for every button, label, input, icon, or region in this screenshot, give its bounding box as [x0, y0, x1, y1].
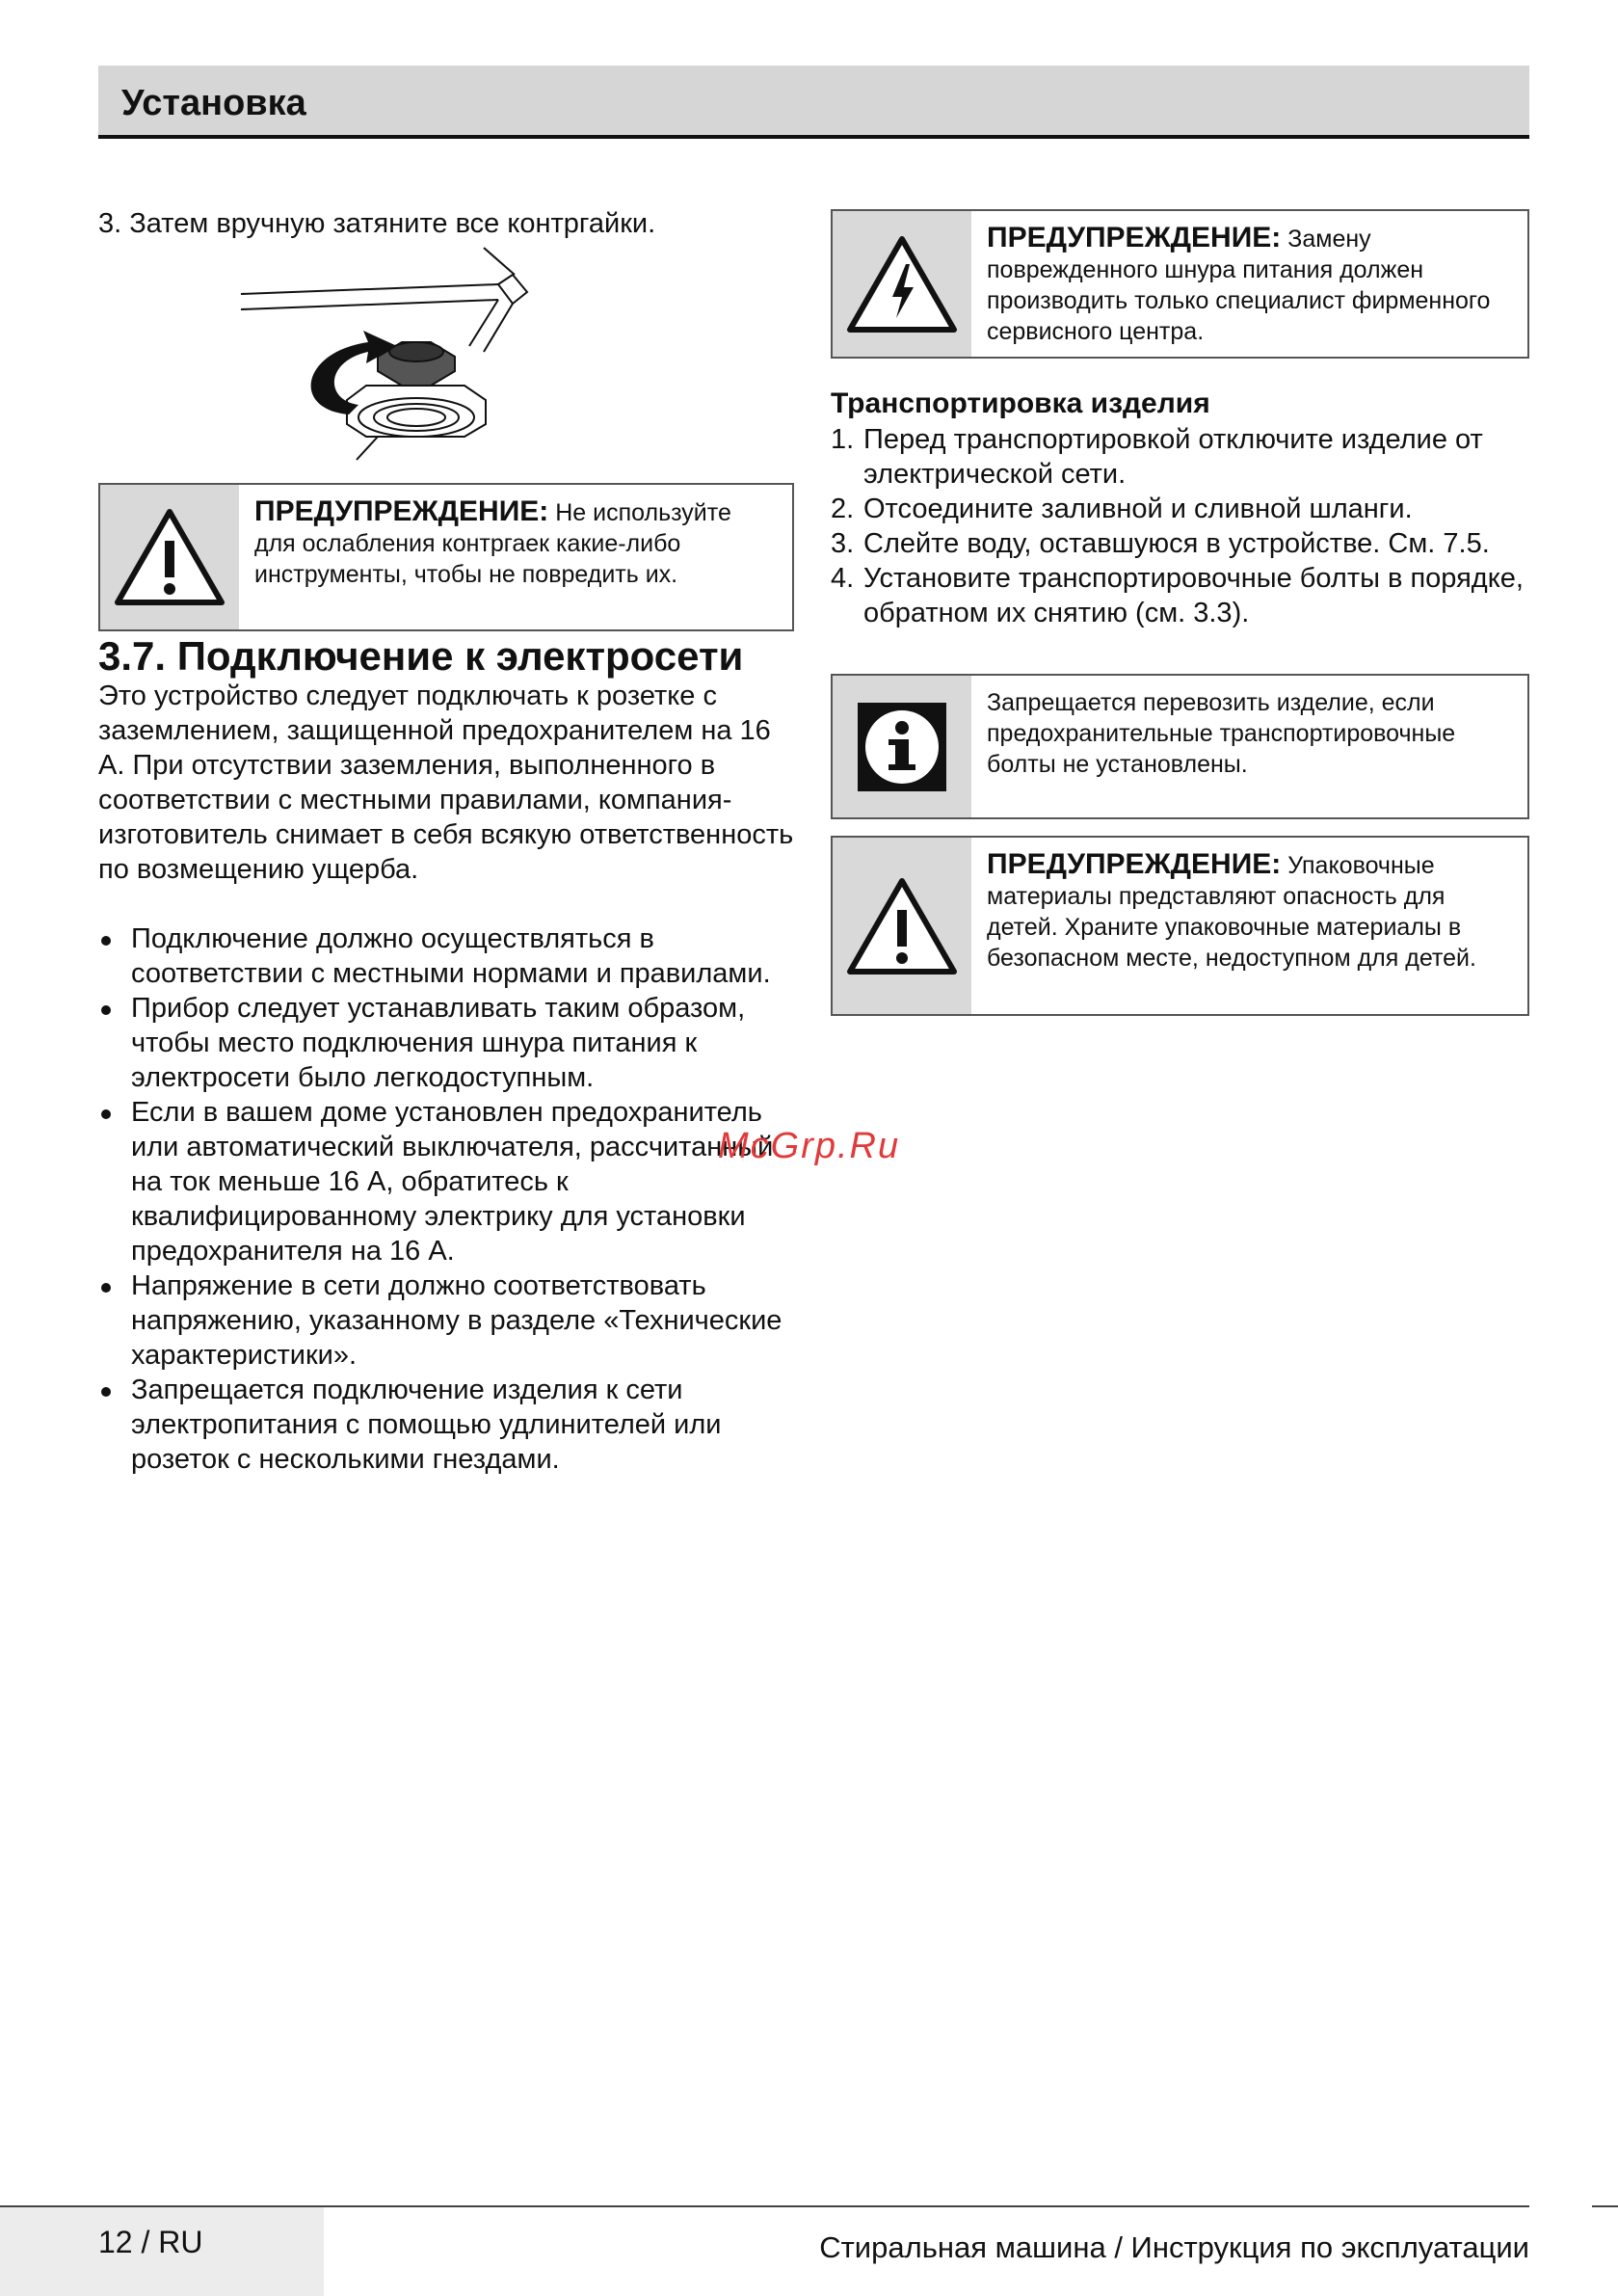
warning-body: Упаковочные материалы представляют опасность для детей. Храните упаковочные материалы в безопасном месте, недоступном для детей.	[987, 852, 1476, 972]
section-header-title: Установка	[121, 83, 306, 123]
locknut-illustration	[233, 246, 619, 463]
step-number: 3.	[831, 528, 855, 559]
step-3-text: 3. Затем вручную затяните все контргайки.	[98, 208, 656, 239]
list-item	[831, 492, 1529, 526]
electric-icon-cell	[833, 211, 971, 357]
list-item	[831, 422, 1529, 492]
warning-label: ПРЕДУПРЕЖДЕНИЕ:	[254, 495, 549, 527]
list-item	[831, 526, 1529, 561]
info-icon	[854, 699, 950, 795]
electric-intro-paragraph: Это устройство следует подключать к розетке с заземлением, защищенной предохранителем на 16 А. При отсутствии заземления, выполненного в соответствии с местными правилами, компания-изготовитель снимает в себя всякую ответственность по возмещению ущерба.	[98, 681, 794, 885]
footer-divider-right	[1592, 2205, 1618, 2207]
step-text: Перед транспортировкой отключите изделие от электрической сети.	[863, 424, 1483, 490]
step-text: Слейте воду, оставшуюся в устройстве. См. 7.5.	[863, 528, 1490, 559]
transport-heading: Транспортировка изделия	[831, 387, 1210, 419]
warning-label: ПРЕДУПРЕЖДЕНИЕ:	[987, 848, 1282, 880]
warning-power-cord-callout	[831, 209, 1529, 359]
step-number: 2.	[831, 494, 855, 524]
info-transport-callout	[831, 674, 1529, 819]
footer-page-box	[0, 2207, 324, 2296]
footer-document-title: Стиральная машина / Инструкция по эксплуатации	[819, 2230, 1529, 2264]
list-item: Напряжение в сети должно соответствовать напряжению, указанному в разделе «Технические характеристики».	[98, 1268, 794, 1373]
list-item: Запрещается подключение изделия к сети электропитания с помощью удлинителей или розеток с несколькими гнездами.	[98, 1373, 794, 1477]
step-number: 4.	[831, 563, 855, 594]
warning-icon-cell	[100, 485, 239, 629]
warning-body: Замену поврежденного шнура питания должен производить только специалист фирменного сервисного центра.	[987, 226, 1491, 345]
warning-body: Не используйте для ослабления контргаек какие-либо инструменты, чтобы не повредить их.	[254, 499, 731, 588]
section-heading-electric: 3.7. Подключение к электросети	[98, 633, 744, 679]
info-transport-text: Запрещается перевозить изделие, если предохранительные транспортировочные болты не установлены.	[987, 689, 1456, 778]
step-text: Установите транспортировочные болты в порядке, обратном их снятию (см. 3.3).	[863, 563, 1524, 628]
page-number: 12 / RU	[98, 2225, 203, 2259]
warning-triangle-icon	[844, 875, 960, 977]
electric-bullet-list	[98, 921, 794, 1477]
warning-locknut-text	[254, 496, 779, 590]
list-item: Подключение должно осуществляться в соответствии с местными нормами и правилами.	[98, 921, 794, 991]
warning-triangle-icon	[112, 506, 227, 608]
section-header-bar	[98, 66, 1529, 139]
info-icon-cell	[833, 676, 971, 817]
step-number: 1.	[831, 424, 855, 455]
warning-locknut-callout	[98, 483, 794, 631]
list-item	[831, 561, 1529, 630]
transport-steps-list	[831, 422, 1529, 630]
warning-label: ПРЕДУПРЕЖДЕНИЕ:	[987, 222, 1282, 254]
electric-hazard-icon	[844, 233, 960, 335]
warning-icon-cell	[833, 838, 971, 1014]
list-item: Прибор следует устанавливать таким образом, чтобы место подключения шнура питания к электросети было легкодоступным.	[98, 991, 794, 1095]
step-text: Отсоедините заливной и сливной шланги.	[863, 494, 1413, 524]
warning-packaging-text	[987, 849, 1514, 974]
list-item: Если в вашем доме установлен предохранитель или автоматический выключателя, рассчитанный на ток меньше 16 А, обратитесь к квалифицированному электрику для установки предохранителя на 16 А.	[98, 1095, 794, 1268]
site-watermark: McGrp.Ru	[718, 1126, 901, 1166]
warning-power-cord-text	[987, 223, 1514, 347]
warning-packaging-callout	[831, 836, 1529, 1016]
